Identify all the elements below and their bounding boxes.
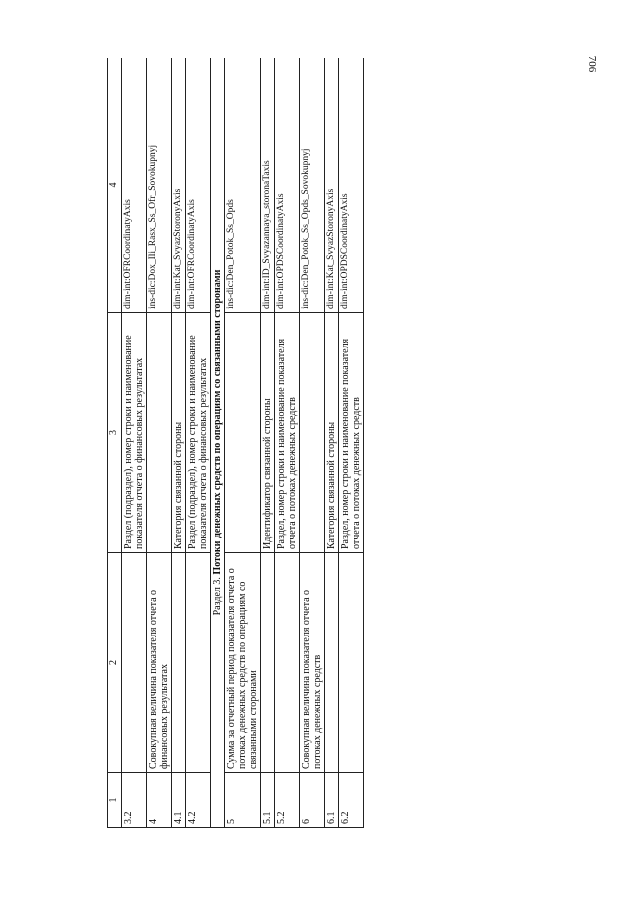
indicator-name: Совокупная величина показателя отчета о потоках денежных средств: [300, 553, 325, 773]
dimension-description: Раздел, номер строки и наименование показателя отчета о потоках денежных средств: [339, 313, 364, 553]
row-number: 6.1: [325, 773, 339, 828]
dimension-description: [147, 313, 172, 553]
taxonomy-code: ins-dic:Den_Potok_Ss_Opds_Sovokupnyj: [300, 58, 325, 313]
indicator-name: [122, 553, 147, 773]
table-row: [186, 58, 211, 828]
section-heading: [211, 58, 225, 828]
taxonomy-code: dim-int:OFRCoordinatyAxis: [122, 58, 147, 313]
dimension-description: Раздел (подраздел), номер строки и наименование показателя отчета о финансовых результатах: [186, 313, 211, 553]
row-number: 4: [147, 773, 172, 828]
table-row: [172, 58, 186, 828]
dimension-description: Идентификатор связанной стороны: [261, 313, 275, 553]
taxonomy-code: dim-int:OPDSCoordinatyAxis: [339, 58, 364, 313]
table-row: [300, 58, 325, 828]
table-row: [275, 58, 300, 828]
column-number-header: 3: [108, 313, 122, 553]
row-number: 6.2: [339, 773, 364, 828]
section-title: Потоки денежных средств по операциям со связанными сторонами: [212, 269, 223, 575]
dimension-description: Категория связанной стороны: [172, 313, 186, 553]
row-number: 4.1: [172, 773, 186, 828]
table-row: [225, 58, 261, 828]
column-number-header: 1: [108, 773, 122, 828]
page-number: 706: [586, 55, 598, 73]
row-number: 5.1: [261, 773, 275, 828]
column-number-header: 2: [108, 553, 122, 773]
dimension-description: Раздел (подраздел), номер строки и наименование показателя отчета о финансовых результатах: [122, 313, 147, 553]
indicator-name: [325, 553, 339, 773]
indicator-name: Совокупная величина показателя отчета о финансовых результатах: [147, 553, 172, 773]
section-prefix: Раздел 3.: [212, 574, 223, 616]
table-row: [261, 58, 275, 828]
row-number: 5.2: [275, 773, 300, 828]
xbrl-mapping-table: [107, 58, 364, 828]
indicator-name: [339, 553, 364, 773]
indicator-name: Сумма за отчетный период показателя отчета о потоках денежных средств по операциям со связанными сторонами: [225, 553, 261, 773]
column-number-header: 4: [108, 58, 122, 313]
table-row: [325, 58, 339, 828]
table-body: [108, 58, 364, 828]
table-row: [122, 58, 147, 828]
dimension-description: [300, 313, 325, 553]
row-number: 4.2: [186, 773, 211, 828]
taxonomy-code: dim-int:OFRCoordinatyAxis: [186, 58, 211, 313]
dimension-description: Раздел, номер строки и наименование показателя отчета о потоках денежных средств: [275, 313, 300, 553]
indicator-name: [261, 553, 275, 773]
indicator-name: [172, 553, 186, 773]
column-number-header-row: [108, 58, 122, 828]
taxonomy-code: dim-int:OPDSCoordinatyAxis: [275, 58, 300, 313]
table-container: [107, 58, 459, 828]
taxonomy-code: ins-dic:Den_Potok_Ss_Opds: [225, 58, 261, 313]
dimension-description: Категория связанной стороны: [325, 313, 339, 553]
row-number: 6: [300, 773, 325, 828]
indicator-name: [275, 553, 300, 773]
row-number: 3.2: [122, 773, 147, 828]
indicator-name: [186, 553, 211, 773]
taxonomy-code: dim-int:Kat_SvyazStoronyAxis: [172, 58, 186, 313]
rotated-page-content: [107, 58, 459, 828]
table-row: [339, 58, 364, 828]
table-row: [147, 58, 172, 828]
row-number: 5: [225, 773, 261, 828]
taxonomy-code: dim-int:Kat_SvyazStoronyAxis: [325, 58, 339, 313]
dimension-description: [225, 313, 261, 553]
taxonomy-code: dim-int:ID_Svyazannaya_storonaTaxis: [261, 58, 275, 313]
section-heading-row: [211, 58, 225, 828]
taxonomy-code: ins-dic:Dox_Ili_Rasx_Ss_Ofr_Sovokupnyj: [147, 58, 172, 313]
